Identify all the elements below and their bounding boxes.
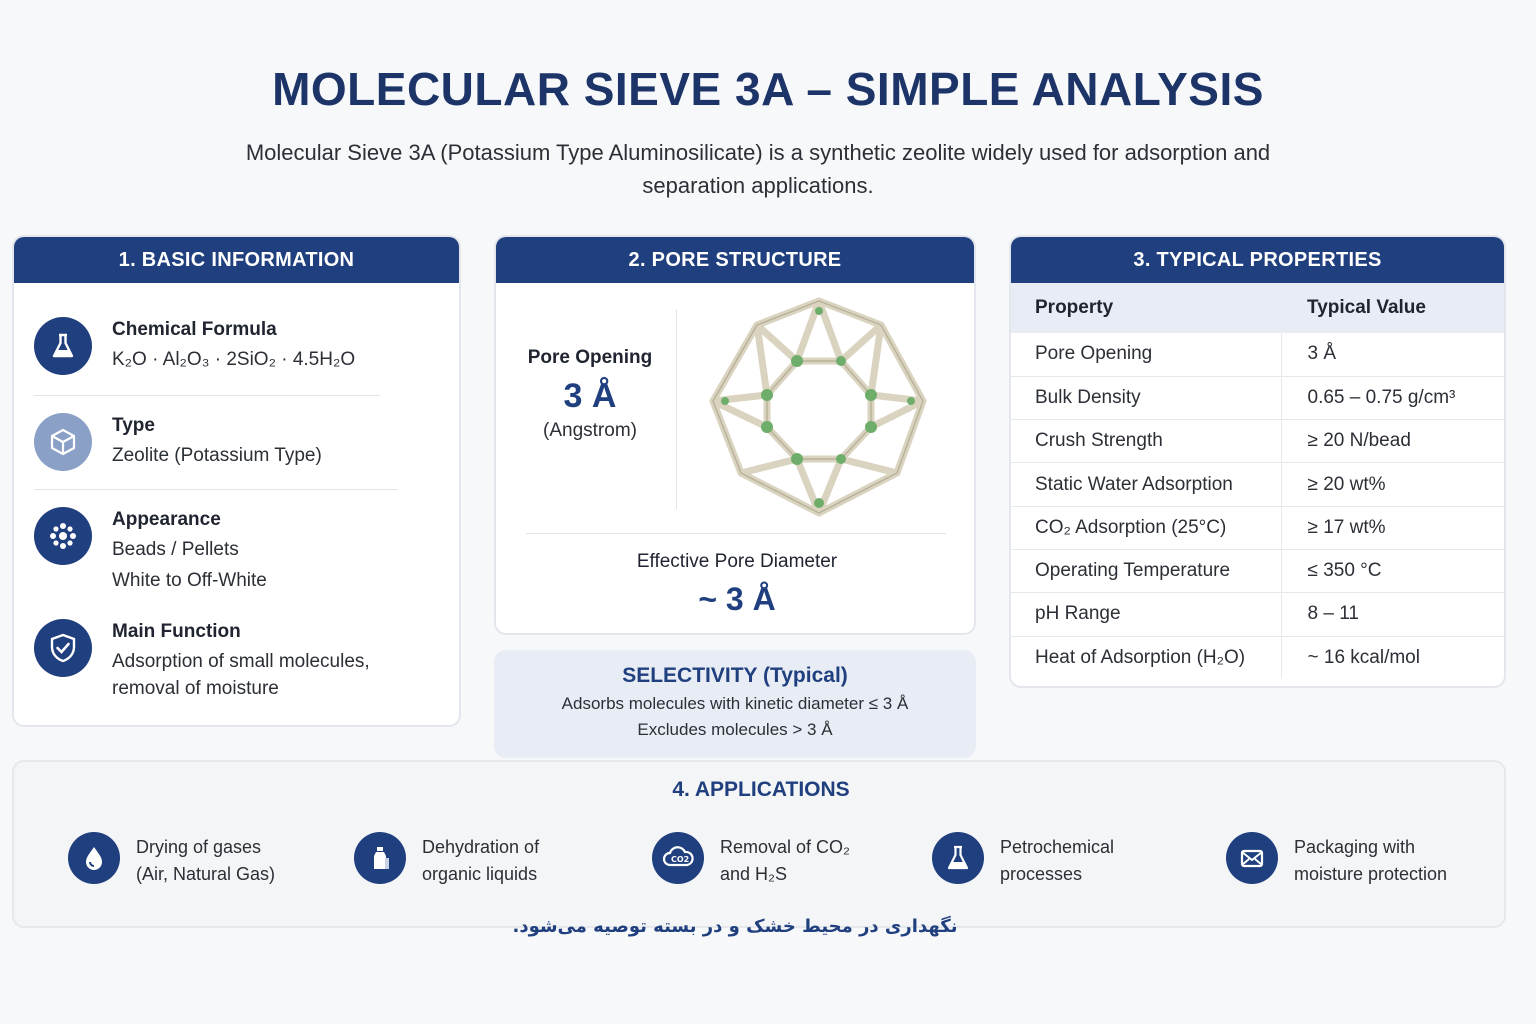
table-header-row xyxy=(1011,283,1504,333)
svg-text:CO2: CO2 xyxy=(671,855,690,864)
property-cell: Heat of Adsorption (H₂O) xyxy=(1011,636,1281,679)
application-line-2: organic liquids xyxy=(422,864,538,884)
effective-pore-diameter-label: Effective Pore Diameter xyxy=(636,551,838,572)
application-line-2: processes xyxy=(1000,864,1083,884)
pore-opening-unit: (Angstrom) xyxy=(543,420,637,441)
shield-check-icon xyxy=(34,619,92,677)
properties-table xyxy=(1011,283,1504,679)
chemical-formula-value: K₂O · Al₂O₃ · 2SiO₂ · 4.5H₂O xyxy=(112,349,356,370)
appearance-item xyxy=(34,507,444,599)
application-line-1: Removal of CO₂ xyxy=(720,837,851,857)
divider xyxy=(34,395,380,396)
application-line-1: Dehydration of xyxy=(422,837,540,857)
application-line-1: Petrochemical xyxy=(1000,837,1115,857)
value-cell: 0.65 – 0.75 g/cm³ xyxy=(1281,376,1504,419)
page-title: MOLECULAR SIEVE 3A – SIMPLE ANALYSIS xyxy=(272,63,1264,115)
typical-properties-heading: 3. TYPICAL PROPERTIES xyxy=(1011,237,1504,283)
pore-opening-block xyxy=(516,347,664,442)
main-function-item xyxy=(34,619,444,711)
value-cell: ≥ 17 wt% xyxy=(1281,506,1504,549)
main-function-line-1: Adsorption of small molecules, xyxy=(112,651,370,672)
property-cell: pH Range xyxy=(1011,593,1281,636)
page-subtitle: Molecular Sieve 3A (Potassium Type Aluminosilicate) is a synthetic zeolite widely used for adsorption and separation applications. xyxy=(245,140,1271,198)
typical-properties-card xyxy=(1009,235,1506,688)
table-row xyxy=(1011,506,1504,549)
selectivity-title: SELECTIVITY (Typical) xyxy=(622,664,848,687)
pore-structure-heading: 2. PORE STRUCTURE xyxy=(496,237,974,283)
application-item xyxy=(932,832,1192,888)
table-row xyxy=(1011,593,1504,636)
application-line-2: and H₂S xyxy=(720,864,788,884)
table-row xyxy=(1011,420,1504,463)
applications-card xyxy=(12,760,1506,928)
selectivity-line-1: Adsorbs molecules with kinetic diameter ≤ 3 Å xyxy=(561,694,909,713)
property-cell: CO₂ Adsorption (25°C) xyxy=(1011,506,1281,549)
flask-icon xyxy=(932,832,984,884)
value-cell: ≥ 20 N/bead xyxy=(1281,420,1504,463)
pore-structure-card xyxy=(494,235,976,635)
application-item xyxy=(68,832,328,888)
application-line-2: moisture protection xyxy=(1294,864,1448,884)
table-row xyxy=(1011,463,1504,506)
selectivity-line-2: Excludes molecules > 3 Å xyxy=(637,720,833,739)
application-line-1: Packaging with xyxy=(1294,837,1416,857)
application-item xyxy=(1226,832,1496,888)
appearance-label: Appearance xyxy=(112,509,221,530)
effective-pore-diameter-value: ~ 3 Å xyxy=(698,581,776,617)
column-header-typical-value: Typical Value xyxy=(1307,297,1426,318)
table-row xyxy=(1011,549,1504,592)
horizontal-divider xyxy=(526,533,946,534)
package-icon xyxy=(1226,832,1278,884)
cube-icon xyxy=(34,413,92,471)
value-cell: ≥ 20 wt% xyxy=(1281,463,1504,506)
table-row xyxy=(1011,333,1504,376)
property-cell: Crush Strength xyxy=(1011,420,1281,463)
chemical-formula-label: Chemical Formula xyxy=(112,319,277,340)
type-item xyxy=(34,413,444,483)
pore-opening-label: Pore Opening xyxy=(527,347,653,368)
co2-icon xyxy=(652,832,704,884)
vertical-divider xyxy=(676,309,677,509)
application-line-2: (Air, Natural Gas) xyxy=(136,864,276,884)
property-cell: Static Water Adsorption xyxy=(1011,463,1281,506)
main-function-label: Main Function xyxy=(112,621,241,642)
application-item xyxy=(354,832,614,888)
type-label: Type xyxy=(112,415,155,436)
value-cell: 3 Å xyxy=(1281,333,1504,376)
beads-icon xyxy=(34,507,92,565)
flask-icon xyxy=(34,317,92,375)
main-function-line-2: removal of moisture xyxy=(112,678,279,699)
storage-note: نگهداری در محیط خشک و در بسته توصیه می‌شود. xyxy=(512,916,958,937)
basic-information-card xyxy=(12,235,461,727)
divider xyxy=(34,489,398,490)
column-header-property: Property xyxy=(1035,297,1114,318)
pore-opening-value: 3 Å xyxy=(563,377,617,415)
basic-information-heading: 1. BASIC INFORMATION xyxy=(14,237,459,283)
application-item xyxy=(652,832,912,888)
property-cell: Pore Opening xyxy=(1011,333,1281,376)
bottle-icon xyxy=(354,832,406,884)
property-cell: Bulk Density xyxy=(1011,376,1281,419)
table-row xyxy=(1011,636,1504,679)
property-cell: Operating Temperature xyxy=(1011,549,1281,592)
chemical-formula-item xyxy=(34,317,444,387)
water-drop-icon xyxy=(68,832,120,884)
value-cell: ≤ 350 °C xyxy=(1281,549,1504,592)
appearance-line-1: Beads / Pellets xyxy=(112,539,239,560)
selectivity-panel xyxy=(494,650,976,758)
zeolite-structure-illustration xyxy=(701,295,937,521)
value-cell: 8 – 11 xyxy=(1281,593,1504,636)
type-value: Zeolite (Potassium Type) xyxy=(112,445,322,466)
table-row xyxy=(1011,376,1504,419)
value-cell: ~ 16 kcal/mol xyxy=(1307,646,1420,668)
application-line-1: Drying of gases xyxy=(136,837,262,857)
applications-heading: 4. APPLICATIONS xyxy=(672,778,850,801)
appearance-line-2: White to Off-White xyxy=(112,570,267,591)
